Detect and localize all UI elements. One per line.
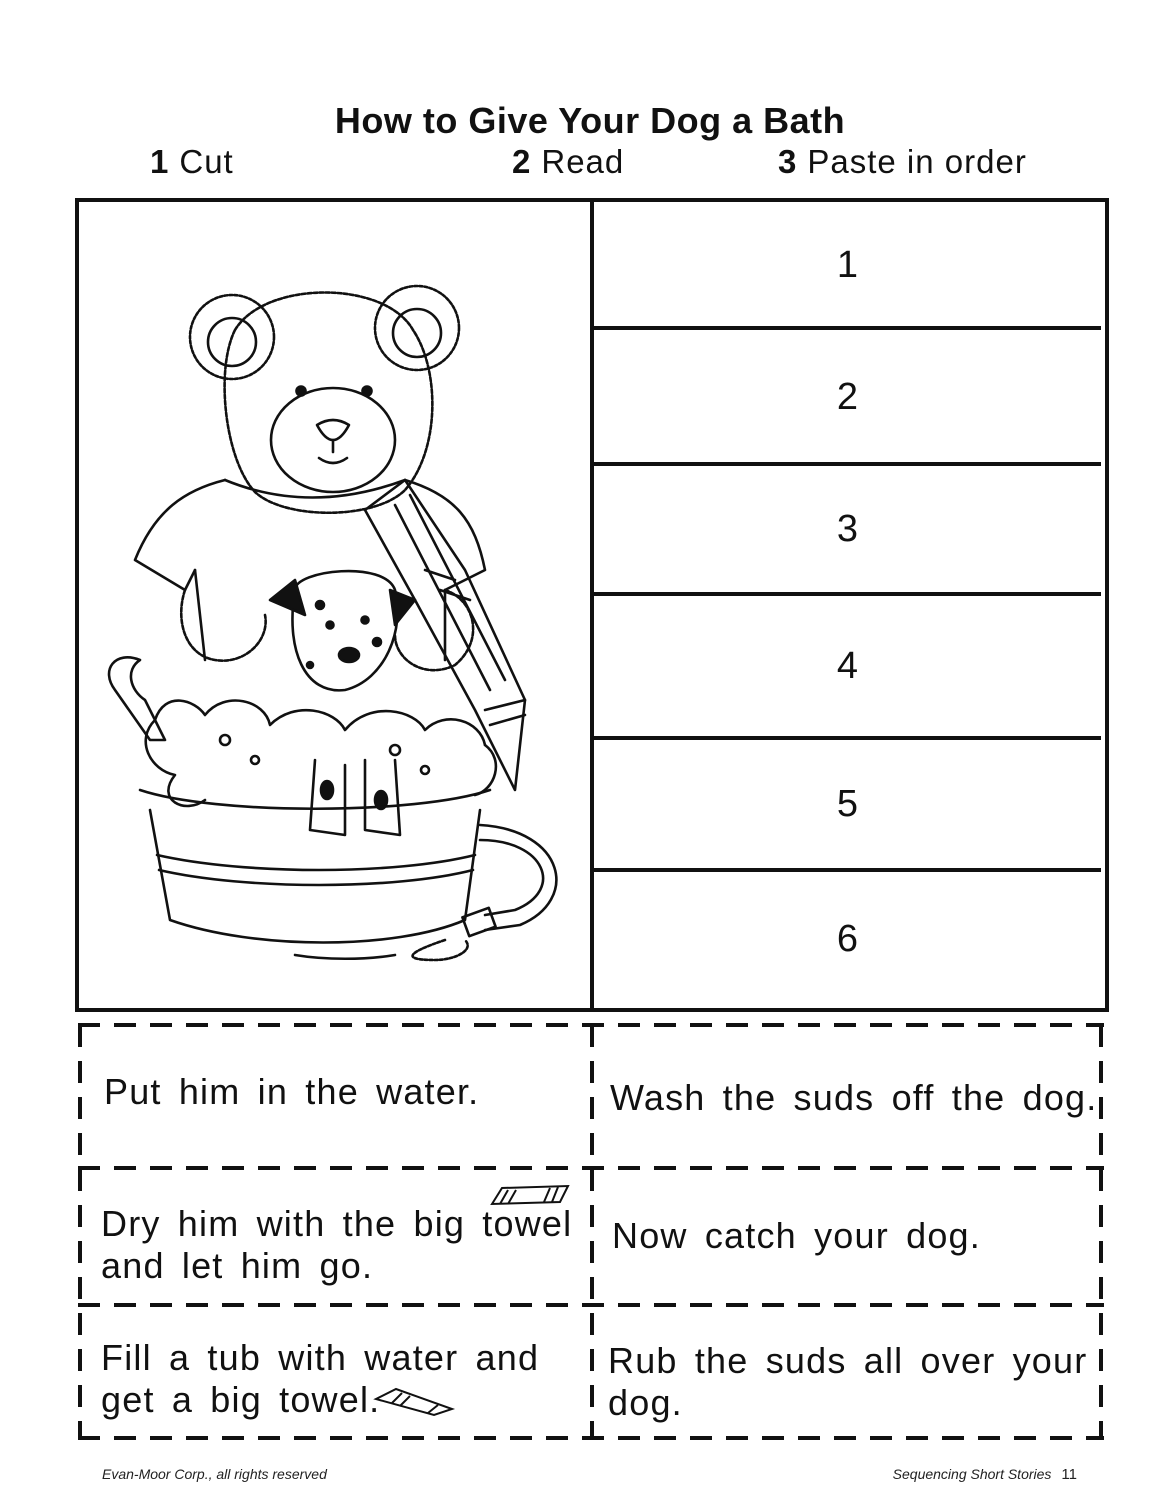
paste-slot-4[interactable]: 4 <box>836 644 859 687</box>
strip-fill-tub[interactable]: Fill a tub with water and get a big towel. <box>101 1337 540 1420</box>
paste-slot-1[interactable]: 1 <box>836 243 859 286</box>
strip-rub-suds[interactable]: Rub the suds all over your dog. <box>608 1340 1088 1423</box>
paste-slot-2[interactable]: 2 <box>836 375 859 418</box>
footer-publisher: Evan-Moor Corp., all rights reserved <box>102 1466 327 1482</box>
paste-slot-3[interactable]: 3 <box>836 507 859 550</box>
paste-slot-6[interactable]: 6 <box>836 917 859 960</box>
towel-icon <box>488 1182 574 1212</box>
towel-icon <box>372 1385 458 1419</box>
step-paste: 3 Paste in order <box>778 143 1027 180</box>
strip-dry-with-towel[interactable]: Dry him with the big towel and let him go. <box>101 1203 573 1286</box>
strip-put-in-water[interactable]: Put him in the water. <box>104 1071 480 1112</box>
page-number: 11 <box>1061 1466 1077 1483</box>
step-cut: 1 Cut <box>150 143 234 180</box>
worksheet-title: How to Give Your Dog a Bath <box>334 100 846 141</box>
paste-slot-5[interactable]: 5 <box>836 782 859 825</box>
footer-series: Sequencing Short Stories 11 <box>892 1466 1077 1483</box>
step-read: 2 Read <box>512 143 625 180</box>
strip-wash-suds-off[interactable]: Wash the suds off the dog. <box>610 1077 1098 1118</box>
strip-catch-dog[interactable]: Now catch your dog. <box>612 1215 981 1256</box>
